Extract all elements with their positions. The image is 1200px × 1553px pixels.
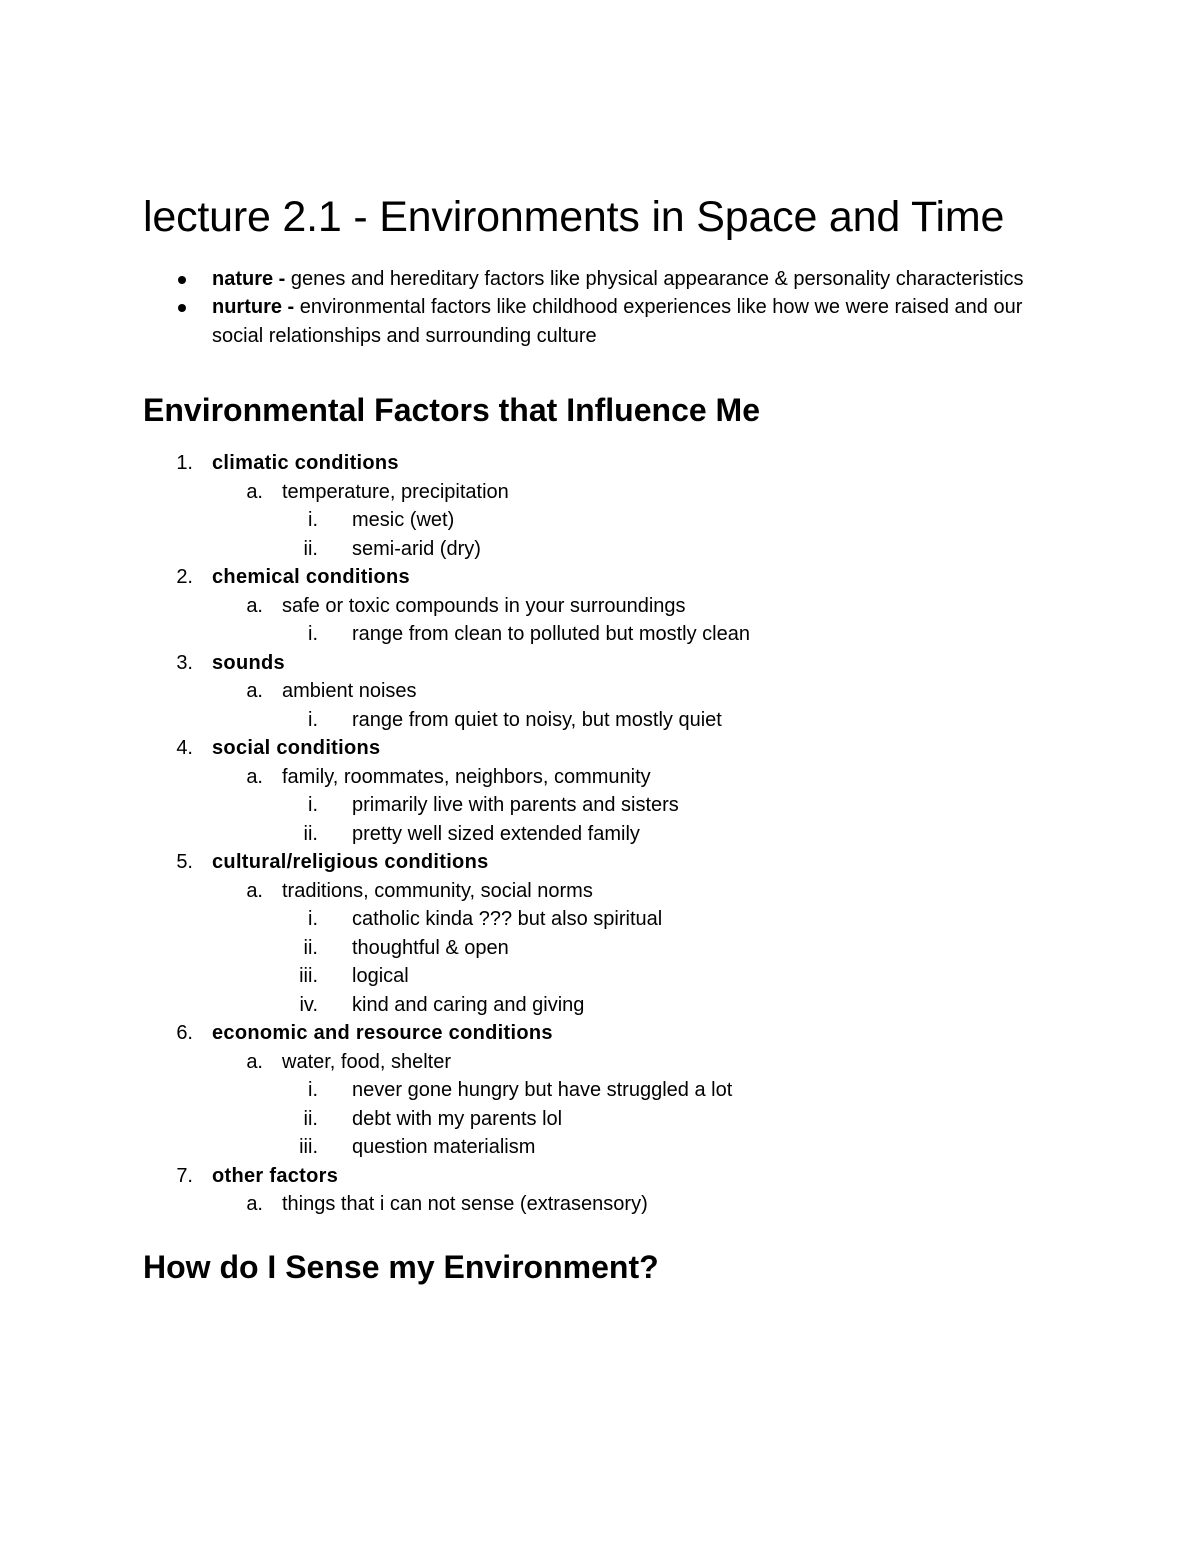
factor-label: cultural/religious conditions bbox=[212, 851, 489, 874]
list-marker: 3. bbox=[176, 651, 193, 674]
list-item-text: thoughtful & open bbox=[352, 936, 509, 959]
detail-item bbox=[143, 934, 1063, 963]
list-item bbox=[143, 293, 1063, 350]
list-item-text: mesic (wet) bbox=[352, 509, 455, 532]
bullet-icon bbox=[178, 304, 186, 312]
factor-item bbox=[143, 848, 1063, 877]
factor-label: sounds bbox=[212, 651, 285, 674]
factor-item bbox=[143, 449, 1063, 478]
detail-item bbox=[143, 1105, 1063, 1134]
list-marker: ii. bbox=[303, 822, 318, 845]
list-item-text: things that i can not sense (extrasensory) bbox=[282, 1193, 648, 1216]
sub-item bbox=[143, 877, 1063, 906]
factor-item bbox=[143, 734, 1063, 763]
list-item-text: catholic kinda ??? but also spiritual bbox=[352, 908, 663, 931]
list-marker: ii. bbox=[303, 537, 318, 560]
list-marker: i. bbox=[308, 623, 318, 646]
list-marker: 2. bbox=[176, 566, 193, 589]
list-marker: ii. bbox=[303, 1107, 318, 1130]
factor-label: other factors bbox=[212, 1164, 339, 1187]
detail-item bbox=[143, 1076, 1063, 1105]
sub-item bbox=[143, 592, 1063, 621]
list-item-text: semi-arid (dry) bbox=[352, 537, 481, 560]
list-item-text: primarily live with parents and sisters bbox=[352, 794, 679, 817]
list-marker: a. bbox=[246, 594, 263, 617]
detail-item bbox=[143, 991, 1063, 1020]
intro-bullet-list bbox=[143, 265, 1063, 350]
sub-item bbox=[143, 1048, 1063, 1077]
list-item-text: question materialism bbox=[352, 1136, 536, 1159]
list-item-text: logical bbox=[352, 965, 409, 988]
list-marker: iii. bbox=[299, 1136, 318, 1159]
sub-item bbox=[143, 677, 1063, 706]
list-item-text: safe or toxic compounds in your surroundings bbox=[282, 594, 686, 617]
list-item-text: kind and caring and giving bbox=[352, 993, 585, 1016]
detail-item bbox=[143, 620, 1063, 649]
factor-label: economic and resource conditions bbox=[212, 1022, 553, 1045]
sub-item bbox=[143, 763, 1063, 792]
list-marker: a. bbox=[246, 765, 263, 788]
list-marker: iv. bbox=[299, 993, 318, 1016]
detail-item bbox=[143, 820, 1063, 849]
list-marker: a. bbox=[246, 1193, 263, 1216]
detail-item bbox=[143, 905, 1063, 934]
list-marker: 1. bbox=[176, 452, 193, 475]
detail-item bbox=[143, 1133, 1063, 1162]
list-item-text: traditions, community, social norms bbox=[282, 879, 593, 902]
detail-item bbox=[143, 791, 1063, 820]
list-marker: a. bbox=[246, 879, 263, 902]
factors-outline bbox=[143, 449, 1063, 1219]
factor-item bbox=[143, 649, 1063, 678]
list-marker: i. bbox=[308, 794, 318, 817]
detail-item bbox=[143, 962, 1063, 991]
factor-item bbox=[143, 1019, 1063, 1048]
definition-nurture: environmental factors like childhood experiences like how we were raised and our social relationships and surrounding culture bbox=[212, 296, 1023, 347]
factor-label: social conditions bbox=[212, 737, 381, 760]
detail-item bbox=[143, 535, 1063, 564]
list-marker: i. bbox=[308, 908, 318, 931]
list-marker: iii. bbox=[299, 965, 318, 988]
definition-nature: genes and hereditary factors like physical appearance & personality characteristics bbox=[285, 268, 1024, 290]
sub-item bbox=[143, 478, 1063, 507]
detail-item bbox=[143, 506, 1063, 535]
list-item-text: debt with my parents lol bbox=[352, 1107, 563, 1130]
factor-label: climatic conditions bbox=[212, 452, 399, 475]
list-marker: a. bbox=[246, 480, 263, 503]
list-item-text: water, food, shelter bbox=[282, 1050, 451, 1073]
list-marker: a. bbox=[246, 1050, 263, 1073]
sub-item bbox=[143, 1190, 1063, 1219]
term-nurture: nurture - bbox=[212, 296, 295, 319]
list-marker: ii. bbox=[303, 936, 318, 959]
list-item-text: range from quiet to noisy, but mostly quiet bbox=[352, 708, 722, 731]
list-marker: i. bbox=[308, 1079, 318, 1102]
factor-item bbox=[143, 1162, 1063, 1191]
document-page bbox=[143, 188, 1063, 1289]
list-marker: 7. bbox=[176, 1164, 193, 1187]
bullet-icon bbox=[178, 276, 186, 284]
section-heading-environmental-factors: Environmental Factors that Influence Me bbox=[143, 392, 760, 429]
list-marker: 4. bbox=[176, 737, 193, 760]
list-item-text: ambient noises bbox=[282, 680, 417, 703]
list-item-text: temperature, precipitation bbox=[282, 480, 509, 503]
list-item-text: range from clean to polluted but mostly clean bbox=[352, 623, 750, 646]
list-item-text: pretty well sized extended family bbox=[352, 822, 640, 845]
list-marker: 6. bbox=[176, 1022, 193, 1045]
page-title: lecture 2.1 - Environments in Space and Time bbox=[143, 193, 1005, 241]
list-marker: a. bbox=[246, 680, 263, 703]
factor-item bbox=[143, 563, 1063, 592]
detail-item bbox=[143, 706, 1063, 735]
term-nature: nature - bbox=[212, 268, 286, 290]
list-item-text: family, roommates, neighbors, community bbox=[282, 765, 651, 788]
list-marker: i. bbox=[308, 509, 318, 532]
list-item bbox=[143, 265, 1063, 293]
list-marker: 5. bbox=[176, 851, 193, 874]
factor-label: chemical conditions bbox=[212, 566, 410, 589]
list-marker: i. bbox=[308, 708, 318, 731]
list-item-text: never gone hungry but have struggled a lot bbox=[352, 1079, 733, 1102]
section-heading-sense-environment: How do I Sense my Environment? bbox=[143, 1248, 659, 1285]
